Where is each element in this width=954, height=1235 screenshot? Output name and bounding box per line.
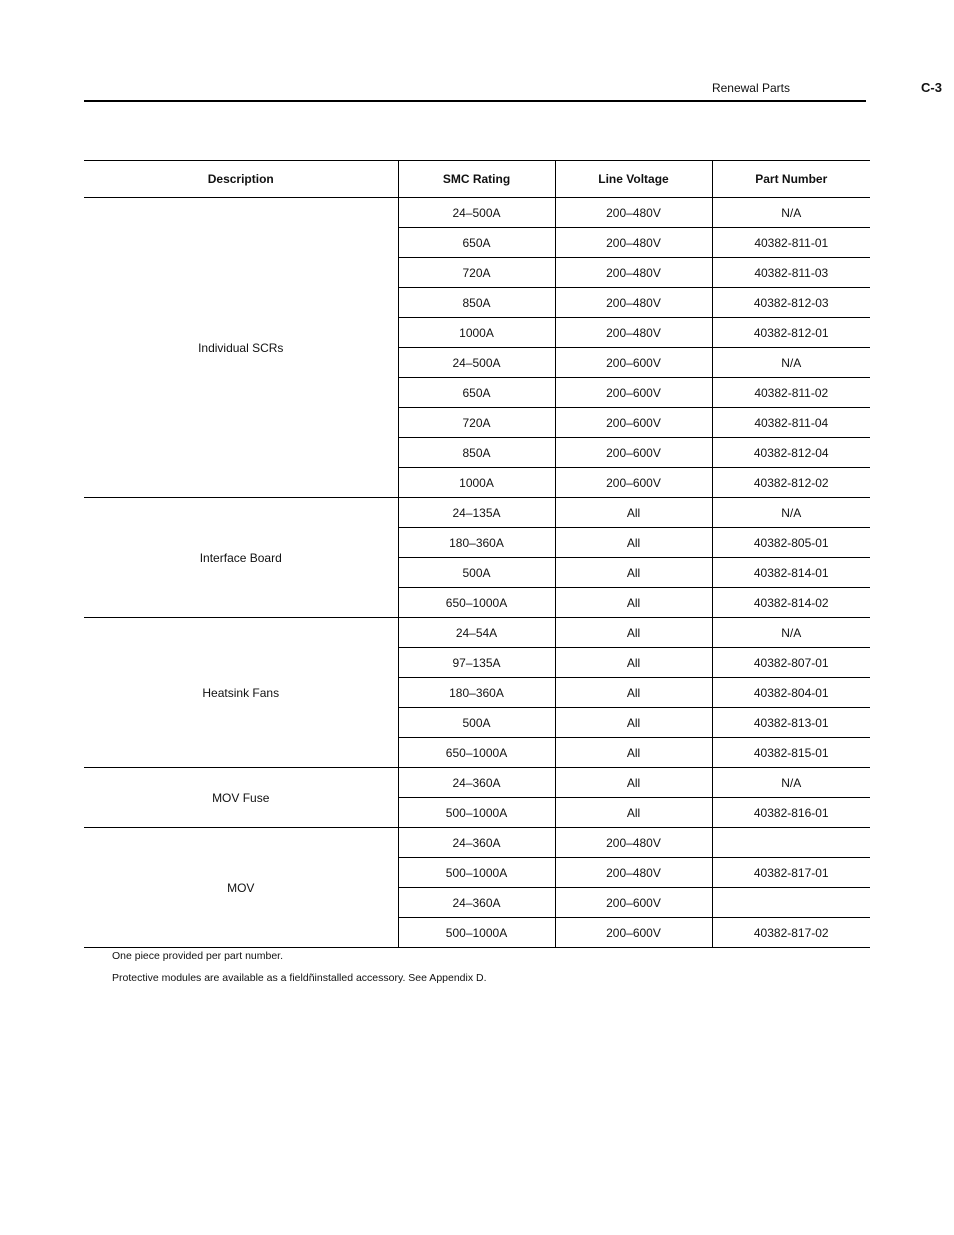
smc-rating-cell: 850A [398,288,555,318]
part-number-cell: N/A [712,498,870,528]
line-voltage-cell: 200–480V [555,828,712,858]
line-voltage-cell: 200–600V [555,468,712,498]
part-number-cell: 40382-811-04 [712,408,870,438]
smc-rating-cell: 500–1000A [398,858,555,888]
description-cell: Individual SCRs [84,198,398,498]
smc-rating-cell: 650A [398,228,555,258]
table-header-row [84,161,870,198]
line-voltage-cell: All [555,558,712,588]
line-voltage-cell: All [555,648,712,678]
line-voltage-cell: All [555,678,712,708]
footnote: One piece provided per part number. [112,950,284,962]
description-cell: MOV [84,828,398,948]
line-voltage-cell: All [555,618,712,648]
column-header: Description [84,161,398,198]
page-number: C-3 [921,80,942,95]
part-number-cell: 40382-816-01 [712,798,870,828]
line-voltage-cell: 200–600V [555,408,712,438]
table-body [84,198,870,948]
smc-rating-cell: 180–360A [398,678,555,708]
line-voltage-cell: All [555,588,712,618]
smc-rating-cell: 97–135A [398,648,555,678]
smc-rating-cell: 1000A [398,468,555,498]
line-voltage-cell: 200–480V [555,198,712,228]
smc-rating-cell: 720A [398,408,555,438]
part-number-cell: N/A [712,618,870,648]
line-voltage-cell: 200–480V [555,228,712,258]
column-header: Part Number [712,161,870,198]
part-number-cell [712,888,870,918]
part-number-cell: 40382-812-02 [712,468,870,498]
line-voltage-cell: 200–480V [555,318,712,348]
smc-rating-cell: 24–360A [398,888,555,918]
line-voltage-cell: 200–600V [555,438,712,468]
table-row [84,498,870,528]
line-voltage-cell: 200–480V [555,858,712,888]
line-voltage-cell: 200–600V [555,348,712,378]
table-row [84,198,870,228]
line-voltage-cell: All [555,798,712,828]
column-header: SMC Rating [398,161,555,198]
line-voltage-cell: All [555,498,712,528]
part-number-cell: 40382-811-02 [712,378,870,408]
part-number-cell: 40382-815-01 [712,738,870,768]
smc-rating-cell: 180–360A [398,528,555,558]
part-number-cell: 40382-812-03 [712,288,870,318]
smc-rating-cell: 500–1000A [398,918,555,948]
smc-rating-cell: 650–1000A [398,588,555,618]
smc-rating-cell: 500A [398,558,555,588]
line-voltage-cell: All [555,528,712,558]
part-number-cell: 40382-807-01 [712,648,870,678]
footnote: Protective modules are available as a fieldñinstalled accessory. See Appendix D. [112,972,487,984]
part-number-cell: N/A [712,768,870,798]
page-header [84,80,942,102]
line-voltage-cell: 200–480V [555,288,712,318]
smc-rating-cell: 650–1000A [398,738,555,768]
table-row [84,828,870,858]
smc-rating-cell: 24–54A [398,618,555,648]
line-voltage-cell: All [555,768,712,798]
line-voltage-cell: 200–480V [555,258,712,288]
part-number-cell: 40382-811-03 [712,258,870,288]
description-cell: Interface Board [84,498,398,618]
smc-rating-cell: 24–360A [398,828,555,858]
part-number-cell: 40382-817-02 [712,918,870,948]
smc-rating-cell: 500–1000A [398,798,555,828]
smc-rating-cell: 24–500A [398,348,555,378]
description-cell: Heatsink Fans [84,618,398,768]
part-number-cell: 40382-812-04 [712,438,870,468]
smc-rating-cell: 650A [398,378,555,408]
part-number-cell: 40382-804-01 [712,678,870,708]
part-number-cell: 40382-814-02 [712,588,870,618]
part-number-cell [712,828,870,858]
smc-rating-cell: 24–135A [398,498,555,528]
part-number-cell: 40382-811-01 [712,228,870,258]
column-header: Line Voltage [555,161,712,198]
part-number-cell: 40382-813-01 [712,708,870,738]
line-voltage-cell: 200–600V [555,378,712,408]
smc-rating-cell: 850A [398,438,555,468]
part-number-cell: N/A [712,348,870,378]
line-voltage-cell: 200–600V [555,888,712,918]
table-row [84,768,870,798]
smc-rating-cell: 1000A [398,318,555,348]
smc-rating-cell: 720A [398,258,555,288]
part-number-cell: 40382-817-01 [712,858,870,888]
part-number-cell: N/A [712,198,870,228]
part-number-cell: 40382-814-01 [712,558,870,588]
smc-rating-cell: 24–500A [398,198,555,228]
renewal-parts-table [84,160,870,948]
line-voltage-cell: All [555,708,712,738]
part-number-cell: 40382-812-01 [712,318,870,348]
part-number-cell: 40382-805-01 [712,528,870,558]
line-voltage-cell: 200–600V [555,918,712,948]
smc-rating-cell: 24–360A [398,768,555,798]
section-title: Renewal Parts [711,81,790,95]
smc-rating-cell: 500A [398,708,555,738]
table-row [84,618,870,648]
description-cell: MOV Fuse [84,768,398,828]
line-voltage-cell: All [555,738,712,768]
